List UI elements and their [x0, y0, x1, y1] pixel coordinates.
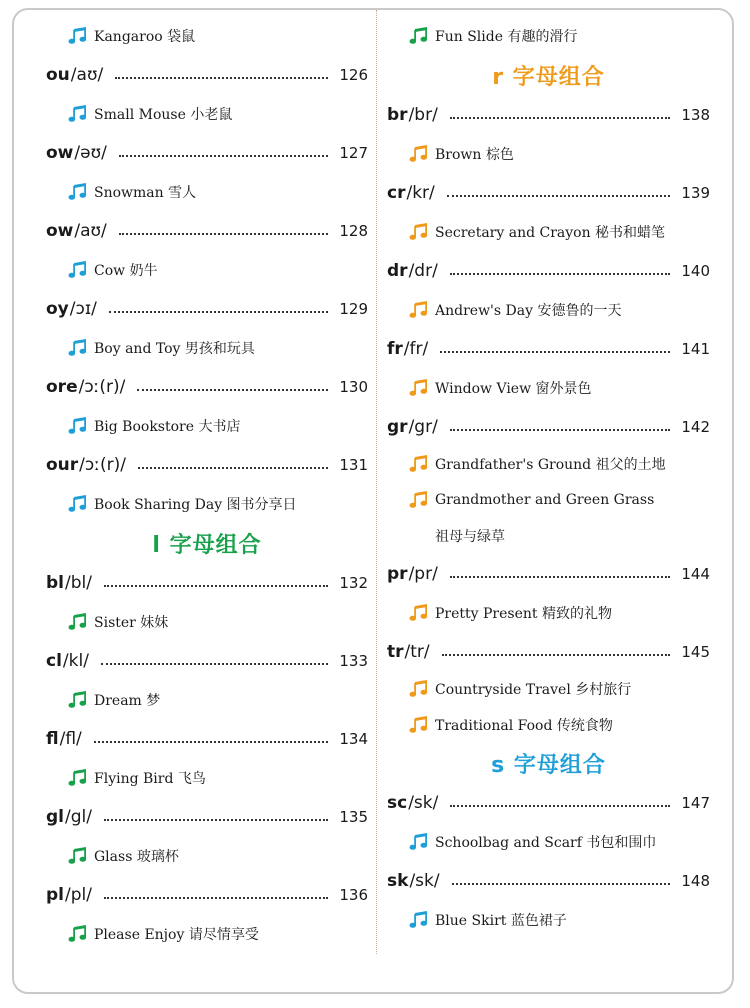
song-title: Big Bookstore 大书店: [94, 418, 241, 435]
section-heading: r 字母组合: [492, 64, 605, 90]
song-item[interactable]: [387, 446, 710, 482]
letter-combination: ow: [46, 220, 74, 241]
music-note-icon: [409, 301, 429, 319]
right-column: [387, 16, 710, 939]
phonetic-symbol: /gl/: [65, 806, 92, 827]
toc-entry[interactable]: [387, 95, 710, 134]
music-note-icon: [68, 261, 88, 279]
music-note-icon: [409, 491, 429, 509]
toc-entry[interactable]: [46, 875, 368, 914]
phonetic-symbol: /fl/: [59, 728, 82, 749]
phonetic-symbol: /gr/: [408, 416, 438, 437]
song-title: Window View 窗外景色: [435, 380, 592, 397]
phonetic-symbol: /sk/: [409, 870, 440, 891]
letter-combination: pl: [46, 884, 64, 905]
song-item[interactable]: [387, 707, 710, 743]
toc-entry[interactable]: [46, 211, 368, 250]
song-item[interactable]: [387, 290, 710, 329]
song-title: Secretary and Crayon 秘书和蜡笔: [435, 224, 666, 241]
song-item[interactable]: [46, 602, 368, 641]
music-note-icon: [68, 105, 88, 123]
phonetic-symbol: /ɔː(r)/: [79, 454, 126, 475]
toc-entry[interactable]: [46, 719, 368, 758]
song-item[interactable]: [387, 134, 710, 173]
section-heading: s 字母组合: [491, 752, 606, 778]
phonetic-symbol: /aʊ/: [70, 64, 104, 85]
music-note-icon: [68, 847, 88, 865]
song-title-continued: 祖母与绿草: [435, 529, 505, 545]
song-item[interactable]: [46, 680, 368, 719]
toc-entry[interactable]: [46, 445, 368, 484]
song-title: Countryside Travel 乡村旅行: [435, 682, 632, 698]
music-note-icon: [409, 911, 429, 929]
dot-leader: [94, 741, 328, 743]
music-note-icon: [409, 604, 429, 622]
music-note-icon: [409, 680, 429, 698]
letter-combination: br: [387, 104, 408, 125]
page-number: 128: [339, 221, 368, 240]
phonetic-symbol: /aʊ/: [74, 220, 107, 241]
letter-combination: pr: [387, 563, 408, 584]
phonetic-symbol: /tr/: [404, 641, 430, 662]
song-title: Andrew's Day 安德鲁的一天: [435, 302, 622, 319]
page-number: 148: [681, 871, 710, 890]
music-note-icon: [409, 379, 429, 397]
dot-leader: [119, 233, 328, 235]
toc-entry[interactable]: [46, 797, 368, 836]
song-item[interactable]: [46, 94, 368, 133]
song-item[interactable]: [387, 482, 710, 518]
music-note-icon: [68, 183, 88, 201]
song-title: Flying Bird 飞鸟: [94, 770, 206, 787]
song-item[interactable]: [387, 368, 710, 407]
music-note-icon: [68, 27, 88, 45]
toc-entry[interactable]: [46, 289, 368, 328]
section-heading: l 字母组合: [152, 532, 262, 558]
dot-leader: [104, 819, 328, 821]
song-title: Blue Skirt 蓝色裙子: [435, 912, 567, 929]
song-title: Grandmother and Green Grass: [435, 492, 655, 508]
letter-combination: sc: [387, 792, 408, 813]
song-title: Boy and Toy 男孩和玩具: [94, 340, 255, 357]
music-note-icon: [68, 925, 88, 943]
dot-leader: [138, 467, 328, 469]
phonetic-symbol: /sk/: [408, 792, 439, 813]
song-title: Glass 玻璃杯: [94, 848, 179, 865]
song-item[interactable]: [46, 16, 368, 55]
toc-entry[interactable]: [387, 783, 710, 822]
music-note-icon: [68, 495, 88, 513]
page-number: 144: [681, 564, 710, 583]
page-number: 133: [339, 651, 368, 670]
dot-leader: [442, 654, 670, 656]
song-title: Fun Slide 有趣的滑行: [435, 28, 578, 45]
dot-leader: [115, 77, 328, 79]
song-item[interactable]: [46, 172, 368, 211]
music-note-icon: [409, 223, 429, 241]
page-number: 126: [339, 65, 368, 84]
letter-combination: gr: [387, 416, 408, 437]
toc-entry[interactable]: [387, 861, 710, 900]
dot-leader: [104, 897, 328, 899]
letter-combination: gl: [46, 806, 64, 827]
letter-combination: ou: [46, 64, 70, 85]
song-item[interactable]: [46, 836, 368, 875]
letter-combination: bl: [46, 572, 64, 593]
letter-combination: ow: [46, 142, 74, 163]
song-item[interactable]: [46, 758, 368, 797]
dot-leader: [450, 429, 670, 431]
dot-leader: [119, 155, 328, 157]
left-column: [46, 16, 368, 953]
music-note-icon: [409, 145, 429, 163]
song-title: Pretty Present 精致的礼物: [435, 605, 612, 622]
song-item[interactable]: [387, 593, 710, 632]
phonetic-symbol: /br/: [408, 104, 438, 125]
letter-combination: dr: [387, 260, 408, 281]
song-item[interactable]: [387, 212, 710, 251]
song-item[interactable]: [46, 484, 368, 523]
music-note-icon: [409, 833, 429, 851]
toc-entry[interactable]: [46, 133, 368, 172]
song-item[interactable]: [387, 671, 710, 707]
letter-combination: fr: [387, 338, 403, 359]
page-number: 147: [681, 793, 710, 812]
letter-combination: oy: [46, 298, 69, 319]
page-number: 127: [339, 143, 368, 162]
toc-entry[interactable]: [46, 367, 368, 406]
song-item[interactable]: [387, 900, 710, 939]
letter-combination: ore: [46, 376, 78, 397]
letter-combination: sk: [387, 870, 409, 891]
phonetic-symbol: /pr/: [408, 563, 438, 584]
dot-leader: [104, 585, 328, 587]
song-title: Schoolbag and Scarf 书包和围巾: [435, 834, 657, 851]
toc-entry[interactable]: [46, 641, 368, 680]
letter-combination: our: [46, 454, 79, 475]
letter-combination: tr: [387, 641, 404, 662]
letter-combination: cr: [387, 182, 406, 203]
phonetic-symbol: /ɔː(r)/: [78, 376, 126, 397]
page-number: 135: [339, 807, 368, 826]
page-number: 129: [339, 299, 368, 318]
phonetic-symbol: /kr/: [406, 182, 435, 203]
music-note-icon: [68, 691, 88, 709]
dot-leader: [452, 883, 670, 885]
song-title: Snowman 雪人: [94, 184, 197, 201]
phonetic-symbol: /kl/: [62, 650, 89, 671]
page-number: 136: [339, 885, 368, 904]
toc-entry[interactable]: [387, 632, 710, 671]
toc-entry[interactable]: [387, 407, 710, 446]
column-divider: [376, 10, 377, 954]
song-item[interactable]: [46, 406, 368, 445]
page-number: 140: [681, 261, 710, 280]
dot-leader: [101, 663, 328, 665]
music-note-icon: [68, 339, 88, 357]
toc-entry[interactable]: [46, 55, 368, 94]
song-title: Cow 奶牛: [94, 262, 158, 279]
dot-leader: [450, 576, 670, 578]
toc-entry[interactable]: [387, 173, 710, 212]
phonetic-symbol: /pl/: [65, 884, 92, 905]
phonetic-symbol: /ɔɪ/: [69, 298, 97, 319]
toc-entry[interactable]: [387, 554, 710, 593]
music-note-icon: [68, 769, 88, 787]
phonetic-symbol: /fr/: [403, 338, 429, 359]
toc-entry[interactable]: [46, 563, 368, 602]
dot-leader: [109, 311, 328, 313]
page-number: 141: [681, 339, 710, 358]
song-item[interactable]: [46, 328, 368, 367]
page-number: 131: [339, 455, 368, 474]
dot-leader: [447, 195, 670, 197]
page-number: 142: [681, 417, 710, 436]
page-number: 132: [339, 573, 368, 592]
song-title: Grandfather's Ground 祖父的土地: [435, 457, 666, 473]
music-note-icon: [68, 417, 88, 435]
dot-leader: [450, 273, 670, 275]
song-title: Kangaroo 袋鼠: [94, 28, 196, 45]
song-title: Dream 梦: [94, 692, 161, 709]
song-title: Traditional Food 传统食物: [435, 718, 613, 734]
dot-leader: [440, 351, 670, 353]
song-title: Please Enjoy 请尽情享受: [94, 926, 259, 943]
dot-leader: [450, 805, 670, 807]
music-note-icon: [409, 27, 429, 45]
song-title: Small Mouse 小老鼠: [94, 106, 233, 123]
toc-entry[interactable]: [387, 329, 710, 368]
page-number: 130: [339, 377, 368, 396]
music-note-icon: [409, 455, 429, 473]
phonetic-symbol: /əʊ/: [74, 142, 107, 163]
music-note-icon: [68, 613, 88, 631]
song-title: Book Sharing Day 图书分享日: [94, 496, 297, 513]
song-item[interactable]: [46, 914, 368, 953]
page-number: 138: [681, 105, 710, 124]
dot-leader: [137, 389, 328, 391]
music-note-icon: [409, 716, 429, 734]
phonetic-symbol: /bl/: [65, 572, 92, 593]
phonetic-symbol: /dr/: [408, 260, 438, 281]
letter-combination: cl: [46, 650, 62, 671]
page-number: 139: [681, 183, 710, 202]
letter-combination: fl: [46, 728, 59, 749]
song-title: Brown 棕色: [435, 146, 514, 163]
song-item[interactable]: [387, 822, 710, 861]
page-number: 145: [681, 642, 710, 661]
song-item[interactable]: [387, 16, 710, 55]
toc-entry[interactable]: [387, 251, 710, 290]
song-item[interactable]: [46, 250, 368, 289]
dot-leader: [450, 117, 670, 119]
page-number: 134: [339, 729, 368, 748]
song-title: Sister 妹妹: [94, 614, 169, 631]
